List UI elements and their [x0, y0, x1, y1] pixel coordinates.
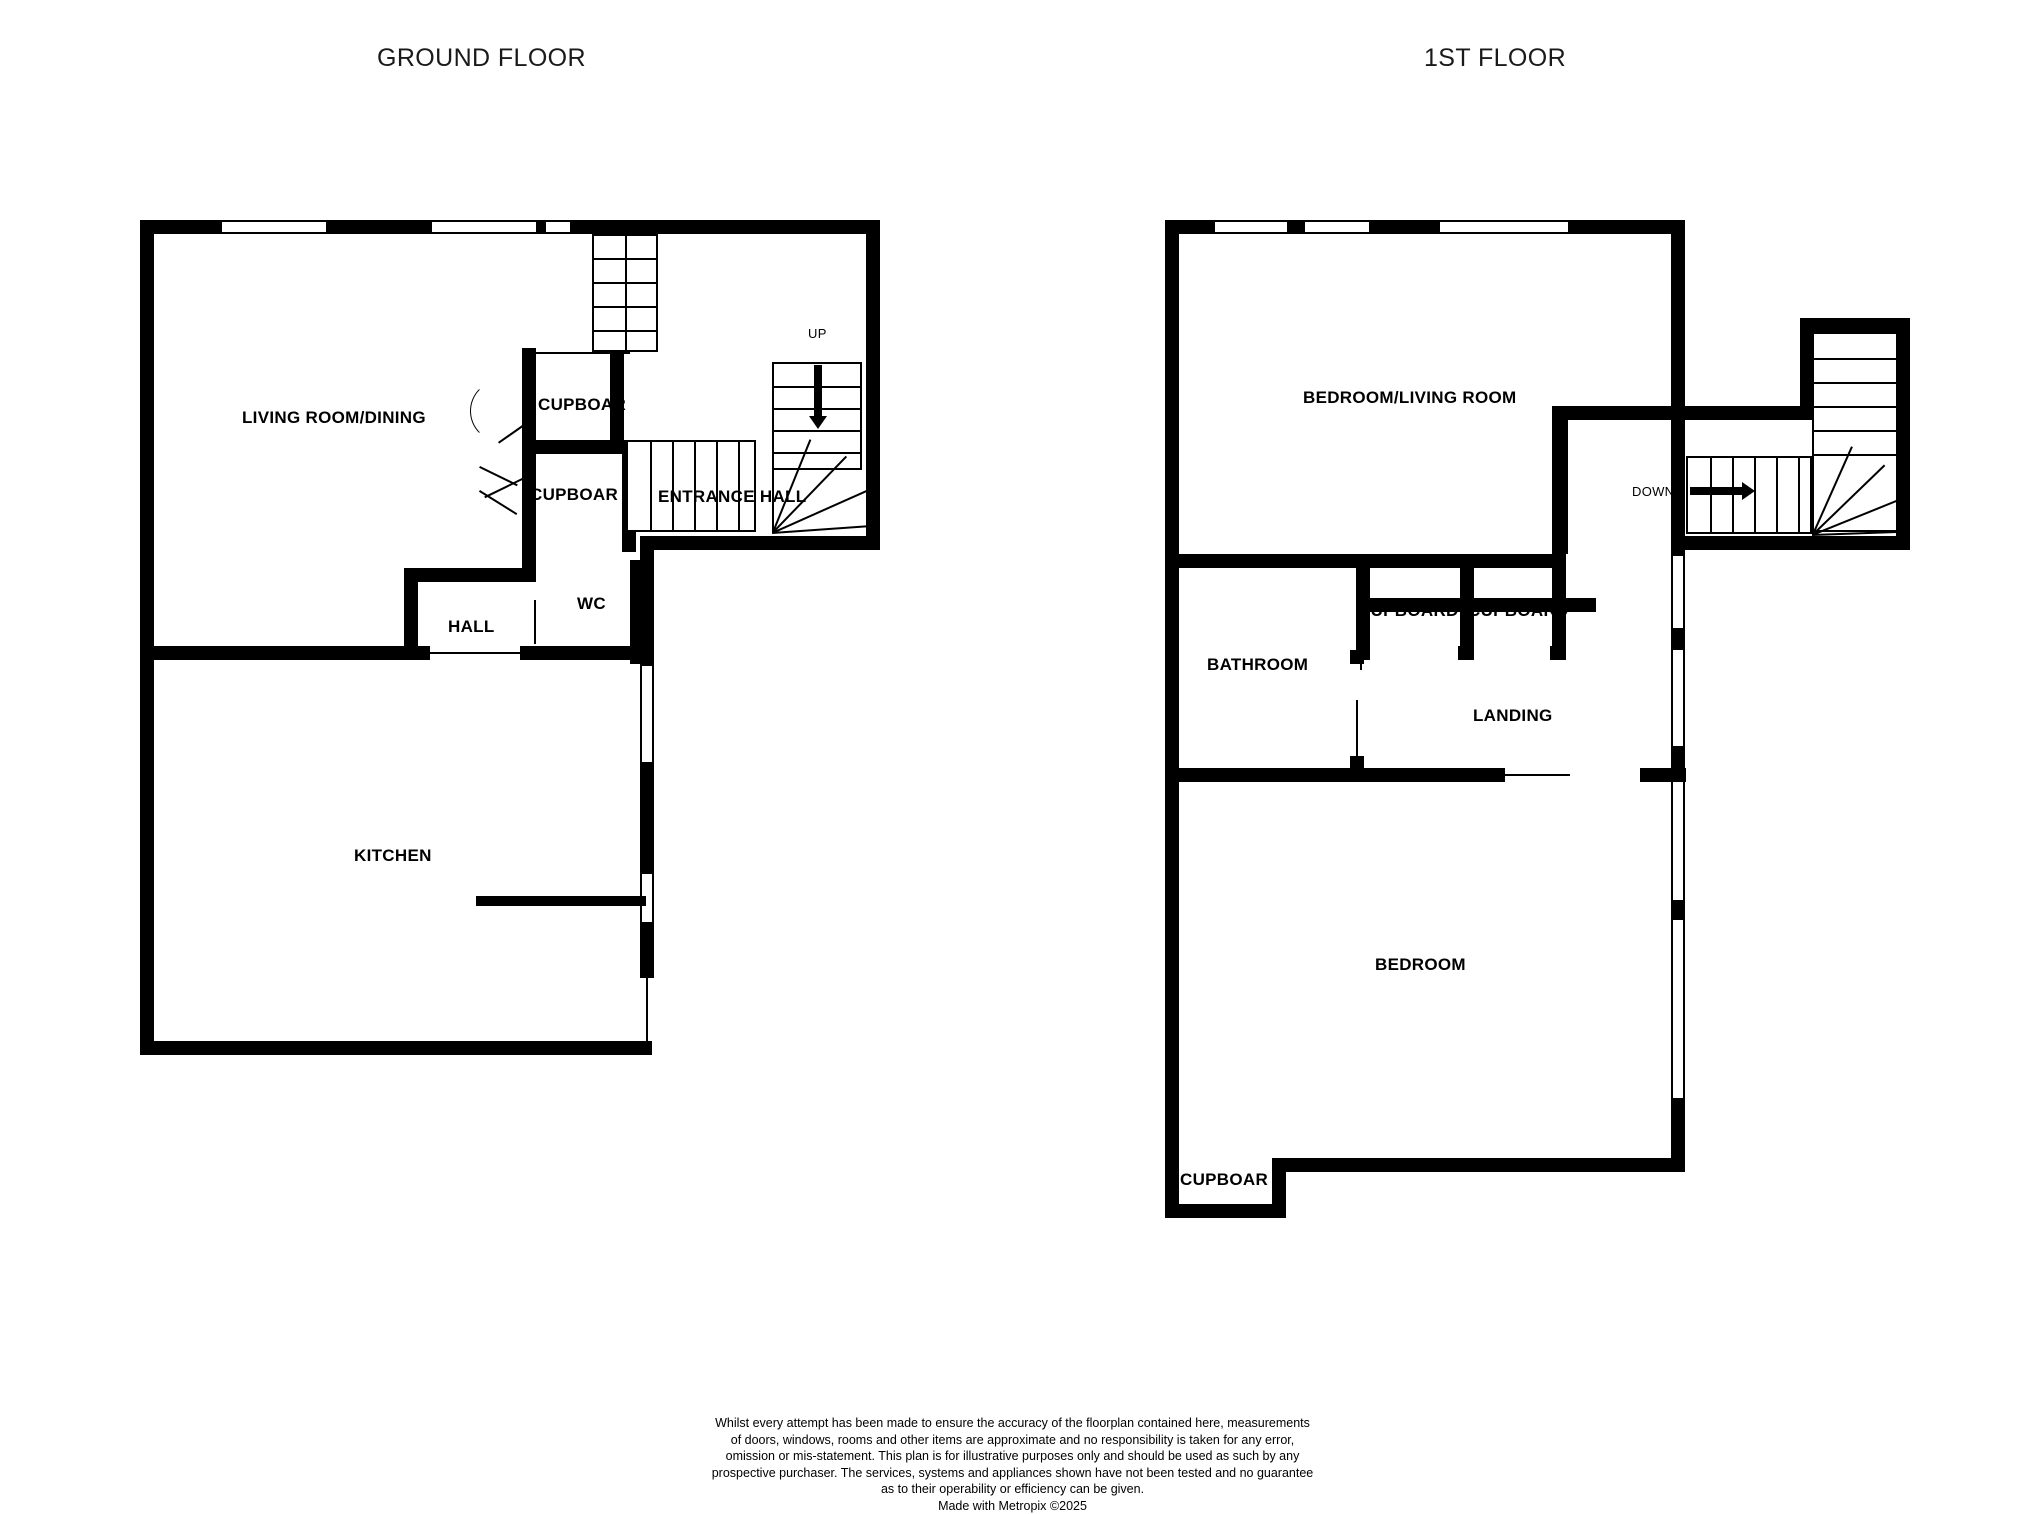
- ff-wall-cupboard-bottom-right: [1272, 1158, 1286, 1218]
- ff-window-right-2: [1671, 650, 1685, 746]
- ff-jamb-landing: [1350, 756, 1364, 770]
- disclaimer-block: [0, 1415, 2025, 1514]
- gf-wall-wc-col: [630, 560, 644, 664]
- gf-kitchen-counter: [476, 896, 646, 906]
- ff-jamb-cupboard-r: [1550, 646, 1566, 660]
- gf-stair-flight-horizontal: [626, 440, 756, 532]
- ff-window-right-1: [1671, 556, 1685, 628]
- ff-line-landing-bottom: [1370, 774, 1570, 776]
- gf-boundary-right-lower: [646, 940, 648, 1044]
- gf-room-cupboard-upper: CUPBOAR: [538, 395, 626, 415]
- disclaimer-line-5: as to their operability or efficiency can be given.: [0, 1481, 2025, 1498]
- ff-line-landing-right: [1566, 412, 1568, 554]
- ff-room-cupboard-bottom: CUPBOAR: [1180, 1170, 1268, 1190]
- disclaimer-line-2: of doors, windows, rooms and other items are approximate and no responsibility is taken for any error,: [0, 1432, 2025, 1449]
- gf-door-leaf-wc: [534, 600, 536, 644]
- ff-wall-stairbump-link: [1671, 416, 1685, 540]
- disclaimer-line-1: Whilst every attempt has been made to ensure the accuracy of the floorplan contained here, measurements: [0, 1415, 2025, 1432]
- ff-wall-left: [1165, 220, 1179, 1210]
- gf-wall-cupboard-divider: [522, 440, 622, 454]
- disclaimer-credit: Made with Metropix ©2025: [0, 1498, 2025, 1514]
- gf-room-kitchen: KITCHEN: [354, 846, 432, 866]
- ff-wall-right-upper: [1671, 220, 1685, 416]
- ground-floor-title: GROUND FLOOR: [377, 44, 586, 73]
- gf-wall-living-bottom: [140, 646, 430, 660]
- ff-window-top-1: [1215, 220, 1287, 234]
- gf-line-cupboard-top: [530, 352, 630, 354]
- ff-room-bedroom: BEDROOM: [1375, 955, 1466, 975]
- ff-room-bedroom-living-room: BEDROOM/LIVING ROOM: [1303, 388, 1516, 408]
- gf-door-leaf-cupboard-c: [479, 490, 517, 515]
- gf-up-arrow-shaft: [814, 365, 822, 420]
- ff-room-cupboard-right: CUPBOARD: [1468, 601, 1569, 621]
- gf-door-leaf-cupboard-b: [484, 478, 523, 498]
- ff-down-label: DOWN: [1632, 484, 1674, 499]
- ff-wall-bedroomliving-rightstep: [1552, 406, 1672, 420]
- ff-room-landing: LANDING: [1473, 706, 1553, 726]
- ff-window-right-3: [1671, 770, 1685, 900]
- disclaimer-line-4: prospective purchaser. The services, systems and appliances shown have not been tested and no guarantee: [0, 1465, 2025, 1482]
- gf-room-living-room-dining: LIVING ROOM/DINING: [242, 408, 426, 428]
- disclaimer-line-3: omission or mis-statement. This plan is for illustrative purposes only and should be used as such by any: [0, 1448, 2025, 1465]
- gf-up-label: UP: [808, 326, 827, 341]
- gf-window-top-1: [222, 220, 326, 234]
- gf-door-leaf-hall: [418, 652, 522, 654]
- ff-jamb-landing-right: [1640, 768, 1686, 782]
- gf-room-wc: WC: [577, 594, 606, 614]
- ff-jamb-bathroom: [1350, 650, 1364, 664]
- ff-wall-stairbump-top: [1800, 318, 1910, 332]
- ff-wall-bottom: [1272, 1158, 1685, 1172]
- ff-window-right-4: [1671, 920, 1685, 1098]
- gf-boundary-top-right: [794, 226, 866, 228]
- ff-wall-stairbump-bottom: [1671, 536, 1910, 550]
- ff-wall-cupboard-bottom-left: [1165, 1204, 1285, 1218]
- gf-room-hall: HALL: [448, 617, 495, 637]
- gf-window-top-2: [432, 220, 536, 234]
- gf-room-cupboard-lower: CUPBOAR: [530, 485, 618, 505]
- ff-down-arrow-head: [1742, 482, 1755, 500]
- gf-wall-right-upper: [866, 220, 880, 550]
- gf-room-entrance-hall: ENTRANCE HALL: [658, 487, 806, 507]
- ff-wall-stairbump-right: [1896, 318, 1910, 550]
- gf-window-right-1: [640, 666, 654, 762]
- gf-up-arrow-head: [809, 416, 827, 429]
- gf-door-arc-living: [470, 380, 532, 442]
- ff-down-arrow-shaft: [1690, 487, 1745, 495]
- ff-room-cupboard-left: CUPBOARD: [1358, 601, 1459, 621]
- gf-wall-left: [140, 220, 154, 1055]
- gf-wall-wc-left: [522, 452, 536, 582]
- ff-jamb-cupboard-l: [1458, 646, 1474, 660]
- ff-wall-stairbump-connector: [1671, 406, 1814, 420]
- ff-wall-landing-notch-v: [1552, 406, 1566, 554]
- gf-wall-entrance-bottom: [640, 536, 880, 550]
- gf-wall-hall-top: [404, 568, 530, 582]
- gf-wall-bottom: [140, 1041, 652, 1055]
- ff-room-bathroom: BATHROOM: [1207, 655, 1308, 675]
- ff-window-top-2: [1305, 220, 1369, 234]
- gf-door-leaf-kitchen: [418, 652, 420, 658]
- ff-window-top-3: [1440, 220, 1568, 234]
- first-floor-title: 1ST FLOOR: [1424, 44, 1566, 73]
- gf-window-top-3: [546, 220, 570, 234]
- gf-stair-upper: [592, 234, 658, 352]
